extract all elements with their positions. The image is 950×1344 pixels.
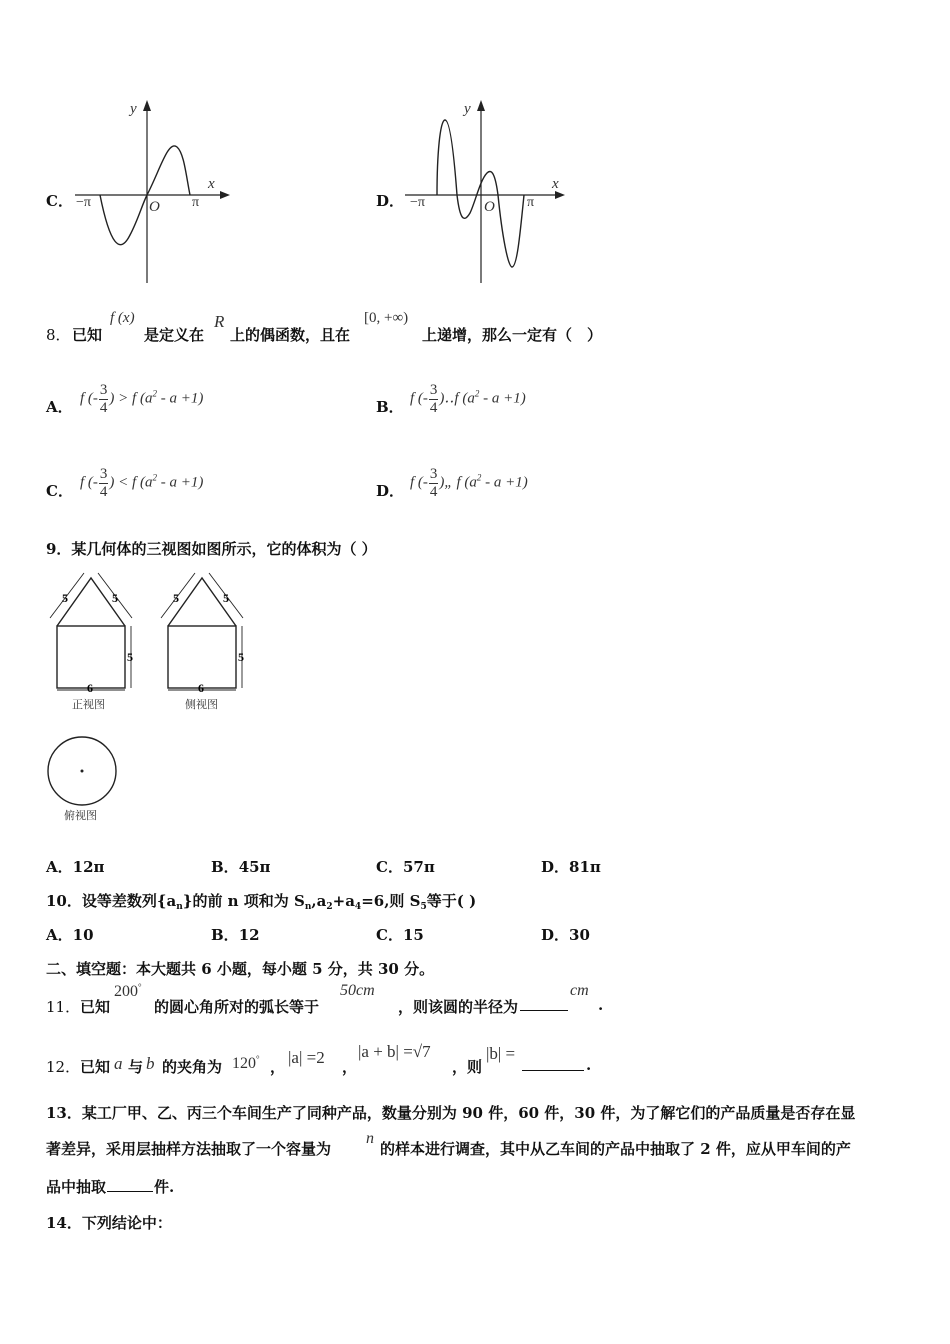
q10-option-c: C．15 [376, 926, 424, 944]
q7-option-d-label: D． [376, 192, 405, 210]
dim-label: 6 [198, 681, 204, 695]
q8-option-math: f (- $\frac{3}{4}$ ) < f $(a^2 - a +1)$ [80, 466, 204, 500]
q10-option-a: A．10 [46, 926, 94, 944]
q8-option-label: A． [46, 398, 73, 416]
q13-answer-blank[interactable] [107, 1177, 153, 1192]
q8-text-4: 上递增，那么一定有（ ） [422, 326, 603, 344]
top-caption: 俯视图 [64, 810, 97, 822]
q14-question: 14．下列结论中： [46, 1214, 172, 1232]
q9-option-d: D．81π [541, 858, 601, 876]
center-dot [81, 770, 84, 773]
dim-label: 6 [87, 681, 93, 695]
q10-question: 10．设等差数列$\{a_n\}$的前 n 项和为 $S_n,a_2+a_4=6$,则 $S_5$等于( ) [46, 892, 477, 912]
q8-option-math: f (- $\frac{3}{4}$ ) > f $(a^2 - a +1)$ [80, 382, 204, 416]
q9-top-view [42, 734, 132, 824]
pi-label: π [192, 195, 200, 210]
q8-R: R [214, 312, 225, 331]
q8-option-label: B． [376, 398, 404, 416]
q8-option-math: f (- $\frac{3}{4}$ )‥f $(a^2 - a +1)$ [410, 382, 526, 416]
q8-option-label: D． [376, 482, 405, 500]
dim-label: 5 [173, 591, 179, 605]
pi-label: π [527, 195, 535, 210]
x-axis-arrow [220, 191, 230, 199]
q7-graph-d [400, 95, 575, 285]
q8-text-3: 上的偶函数，且在 [230, 326, 351, 344]
q8-text-1: 已知 [72, 326, 103, 344]
q13-line-3: 品中抽取 件. [46, 1178, 175, 1196]
q10-option-b: B．12 [211, 926, 260, 944]
q8-number: 8． [46, 326, 71, 344]
q8-interval: [0, +∞) [364, 310, 409, 326]
side-caption: 侧视图 [185, 699, 218, 711]
q9-option-a: A．12π [46, 858, 105, 876]
q9-three-views [42, 568, 252, 718]
front-view [50, 573, 133, 711]
q9-option-c: C．57π [376, 858, 435, 876]
q10-option-d: D．30 [541, 926, 590, 944]
dim-label: 5 [238, 650, 244, 664]
q8-option-label: C． [46, 482, 73, 500]
side-rect [168, 626, 236, 688]
section-heading: 二、填空题：本大题共 6 小题，每小题 5 分，共 30 分。 [46, 960, 435, 978]
q8-fx: f (x) [110, 310, 135, 326]
x-axis-arrow [555, 191, 565, 199]
front-rect [57, 626, 125, 688]
dim-label: 5 [62, 591, 68, 605]
q13-line-1: 13．某工厂甲、乙、丙三个车间生产了同种产品，数量分别为 90 件，60 件，30 件，为了解它们的产品质量是否存在显 [46, 1104, 856, 1122]
front-caption: 正视图 [72, 699, 105, 711]
dim-label: 5 [223, 591, 229, 605]
dim-label: 5 [127, 650, 133, 664]
q11-answer-blank[interactable] [520, 996, 568, 1011]
side-view [161, 573, 244, 711]
origin-label: O [149, 199, 160, 215]
neg-pi-label: −π [76, 195, 91, 210]
q12-answer-blank[interactable] [522, 1056, 584, 1071]
y-axis-arrow [477, 100, 485, 111]
q9-question: 9．某几何体的三视图如图所示，它的体积为（ ） [46, 540, 377, 558]
q7-graph-c [70, 95, 240, 285]
x-label: x [208, 176, 215, 192]
origin-label: O [484, 199, 495, 215]
neg-pi-label: −π [410, 195, 425, 210]
q8-option-math: f (- $\frac{3}{4}$ )„ f $(a^2 - a +1)$ [410, 466, 528, 500]
q8-text-2: 是定义在 [144, 326, 205, 344]
x-label: x [552, 176, 559, 192]
dim-label: 5 [112, 591, 118, 605]
y-label: y [464, 101, 471, 117]
q9-option-b: B．45π [211, 858, 271, 876]
q7-option-c-label: C． [46, 192, 73, 210]
y-label: y [130, 101, 137, 117]
y-axis-arrow [143, 100, 151, 111]
